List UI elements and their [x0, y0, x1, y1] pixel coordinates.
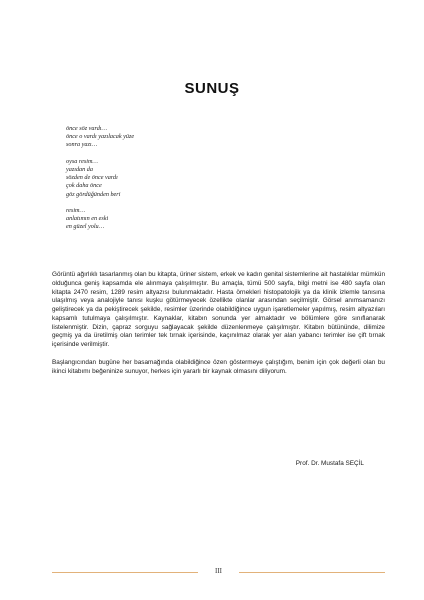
poem-line: resim… [66, 207, 86, 214]
poem-line: önce söz vardı… [66, 125, 108, 132]
author-signature: Prof. Dr. Mustafa SEÇİL [295, 460, 364, 467]
footer-rule-right [239, 572, 385, 573]
poem-line: en güzel yolu… [66, 223, 105, 231]
page-footer [52, 567, 385, 579]
poem-line: anlatımın en eski [66, 215, 109, 223]
poem-line: önce o vardı yazılacak yüze [66, 133, 135, 141]
poem-line: sonra yazı… [66, 141, 98, 149]
preface-paragraph: Görüntü ağırlıklı tasarlanmış olan bu kitapta, üriner sistem, erkek ve kadın genital sistemlerine ait hastalıklar mümkün olduğunca geniş kapsamda ele alınmaya çalışılmıştır. Bu amaçla, tümü 500 sayfa, bilgi metni ise 480 sayfa olan kitapta 2470 resim, 1289 resim altyazısı bulunmaktadır. Hasta örnekleri histopatolojik ya da klinik izlemle tanısına ulaşılmış veya analojiyle tanısı kuşku götürmeyecek özellikte olanlar arasından seçilmiştir. Görsel anımsamanızı geliştirecek ya da pekiştirecek şekilde, resimler üzerinde olabildiğince uygun işaretlemeler yapılmış, resim altyazıları kapsamlı tutulmaya çalışılmıştır. Kaynaklar, kitabın sonunda yer almaktadır ve bölümlere göre sınıflanarak listelenmiştir. Dizin, çapraz sorguyu sağlayacak şekilde düzenlenmeye çalışılmıştır. Kitabın bütününde, dilimize geçmiş ya da üretilmiş olan terimler tek tırnak içerisinde, kaçınılmaz olarak yer alan yabancı terimler ise çift tırnak içerisinde verilmiştir. [52, 271, 385, 348]
poem-stanza [66, 207, 266, 232]
page-number: III [215, 567, 222, 575]
preface-body [52, 271, 385, 376]
poem-line: yazıdan da [66, 166, 93, 173]
page-title: SUNUŞ [184, 80, 240, 97]
poem-line: oysa resim… [66, 157, 98, 165]
poem-line: çok daha önce [66, 182, 102, 190]
epigraph-poem [66, 125, 266, 232]
poem-stanza [66, 158, 266, 199]
poem-line: göz gördüğünden beri [66, 190, 121, 198]
poem-line: sözden de önce vardı [66, 174, 118, 182]
poem-stanza [66, 125, 266, 150]
preface-paragraph: Başlangıcından bugüne her basamağında olabildiğince özen göstermeye çalıştığım, benim için çok değerli olan bu ikinci kitabımı beğeninize sunuyor, herkes için yararlı bir kaynak olmasını diliyorum. [52, 358, 385, 375]
